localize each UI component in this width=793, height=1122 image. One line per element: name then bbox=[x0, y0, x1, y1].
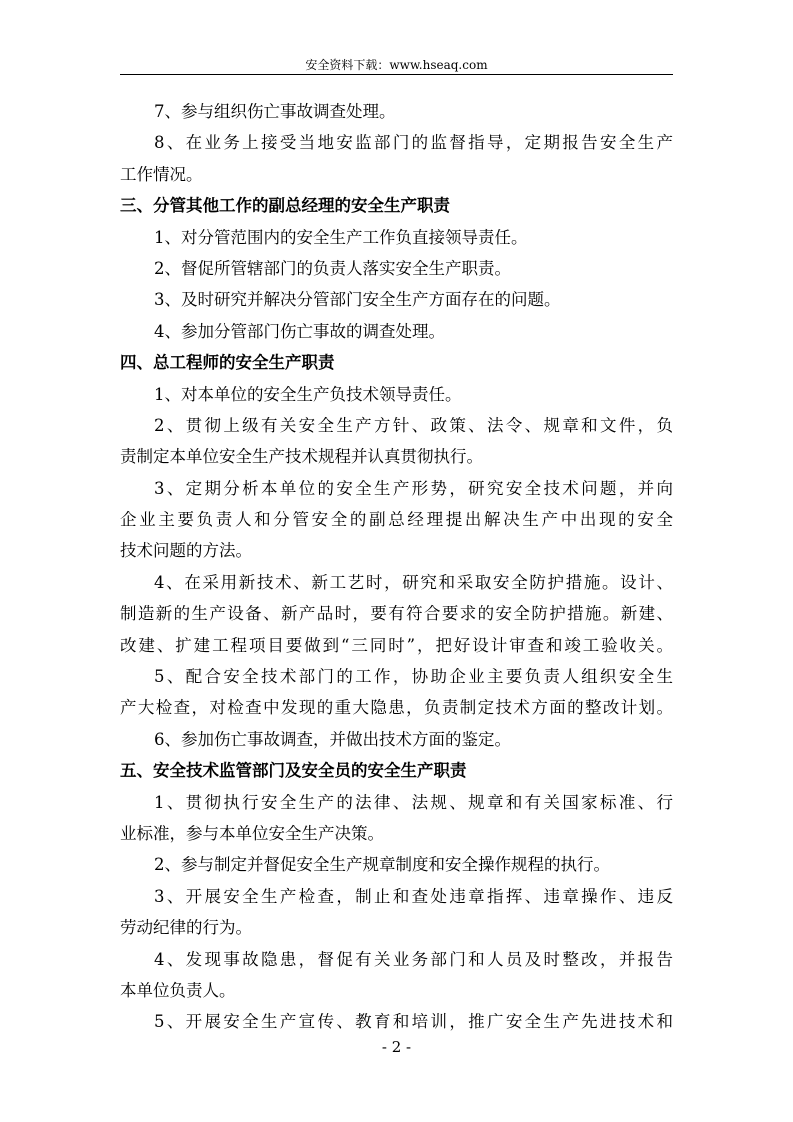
document-body bbox=[120, 96, 673, 1038]
paragraph-line: 改建、扩建工程项目要做到“三同时”，把好设计审查和竣工验收关。 bbox=[120, 635, 673, 655]
paragraph-line: 5、开展安全生产宣传、教育和培训，推广安全生产先进技术和 bbox=[154, 1012, 673, 1032]
paragraph-line: 3、及时研究并解决分管部门安全生产方面存在的问题。 bbox=[154, 290, 561, 310]
paragraph-line: 制造新的生产设备、新产品时，要有符合要求的安全防护措施。新建、 bbox=[120, 604, 673, 624]
header-divider bbox=[120, 74, 673, 75]
paragraph-line: 技术问题的方法。 bbox=[120, 541, 252, 561]
paragraph-line: 2、贯彻上级有关安全生产方针、政策、法令、规章和文件，负 bbox=[154, 415, 673, 435]
paragraph-line: 7、参与组织伤亡事故调查处理。 bbox=[154, 102, 396, 121]
paragraph-line: 1、对本单位的安全生产负技术领导责任。 bbox=[154, 384, 462, 404]
paragraph-line: 2、督促所管辖部门的负责人落实安全生产职责。 bbox=[154, 258, 511, 278]
paragraph-line: 2、参与制定并督促安全生产规章制度和安全操作规程的执行。 bbox=[154, 855, 610, 875]
section-heading: 五、安全技术监管部门及安全员的安全生产职责 bbox=[120, 761, 467, 781]
section-heading: 四、总工程师的安全生产职责 bbox=[120, 353, 335, 373]
paragraph-line: 5、配合安全技术部门的工作，协助企业主要负责人组织安全生 bbox=[154, 667, 673, 687]
section-heading: 三、分管其他工作的副总经理的安全生产职责 bbox=[120, 196, 450, 216]
paragraph-line: 1、贯彻执行安全生产的法律、法规、规章和有关国家标准、行 bbox=[154, 792, 673, 812]
paragraph-line: 产大检查，对检查中发现的重大隐患，负责制定技术方面的整改计划。 bbox=[120, 698, 673, 718]
page-header: 安全资料下载：www.hseaq.com bbox=[305, 58, 488, 72]
paragraph-line: 6、参加伤亡事故调查，并做出技术方面的鉴定。 bbox=[154, 729, 511, 749]
paragraph-line: 1、对分管范围内的安全生产工作负直接领导责任。 bbox=[154, 227, 528, 247]
paragraph-line: 3、定期分析本单位的安全生产形势，研究安全技术问题，并向 bbox=[154, 478, 673, 498]
paragraph-line: 工作情况。 bbox=[120, 164, 203, 184]
paragraph-line: 本单位负责人。 bbox=[120, 980, 236, 1000]
paragraph-line: 责制定本单位安全生产技术规程并认真贯彻执行。 bbox=[120, 447, 483, 467]
page-number: - 2 - bbox=[381, 1038, 412, 1056]
paragraph-line: 4、在采用新技术、新工艺时，研究和采取安全防护措施。设计、 bbox=[154, 572, 673, 592]
paragraph-line: 企业主要负责人和分管安全的副总经理提出解决生产中出现的安全 bbox=[120, 510, 673, 530]
paragraph-line: 4、发现事故隐患，督促有关业务部门和人员及时整改，并报告 bbox=[154, 949, 673, 969]
paragraph-line: 业标准，参与本单位安全生产决策。 bbox=[120, 823, 384, 843]
paragraph-line: 3、开展安全生产检查，制止和查处违章指挥、违章操作、违反 bbox=[154, 886, 673, 906]
paragraph-line: 劳动纪律的行为。 bbox=[120, 918, 252, 938]
paragraph-line: 4、参加分管部门伤亡事故的调查处理。 bbox=[154, 321, 445, 341]
paragraph-line: 8、在业务上接受当地安监部门的监督指导，定期报告安全生产 bbox=[154, 133, 673, 153]
